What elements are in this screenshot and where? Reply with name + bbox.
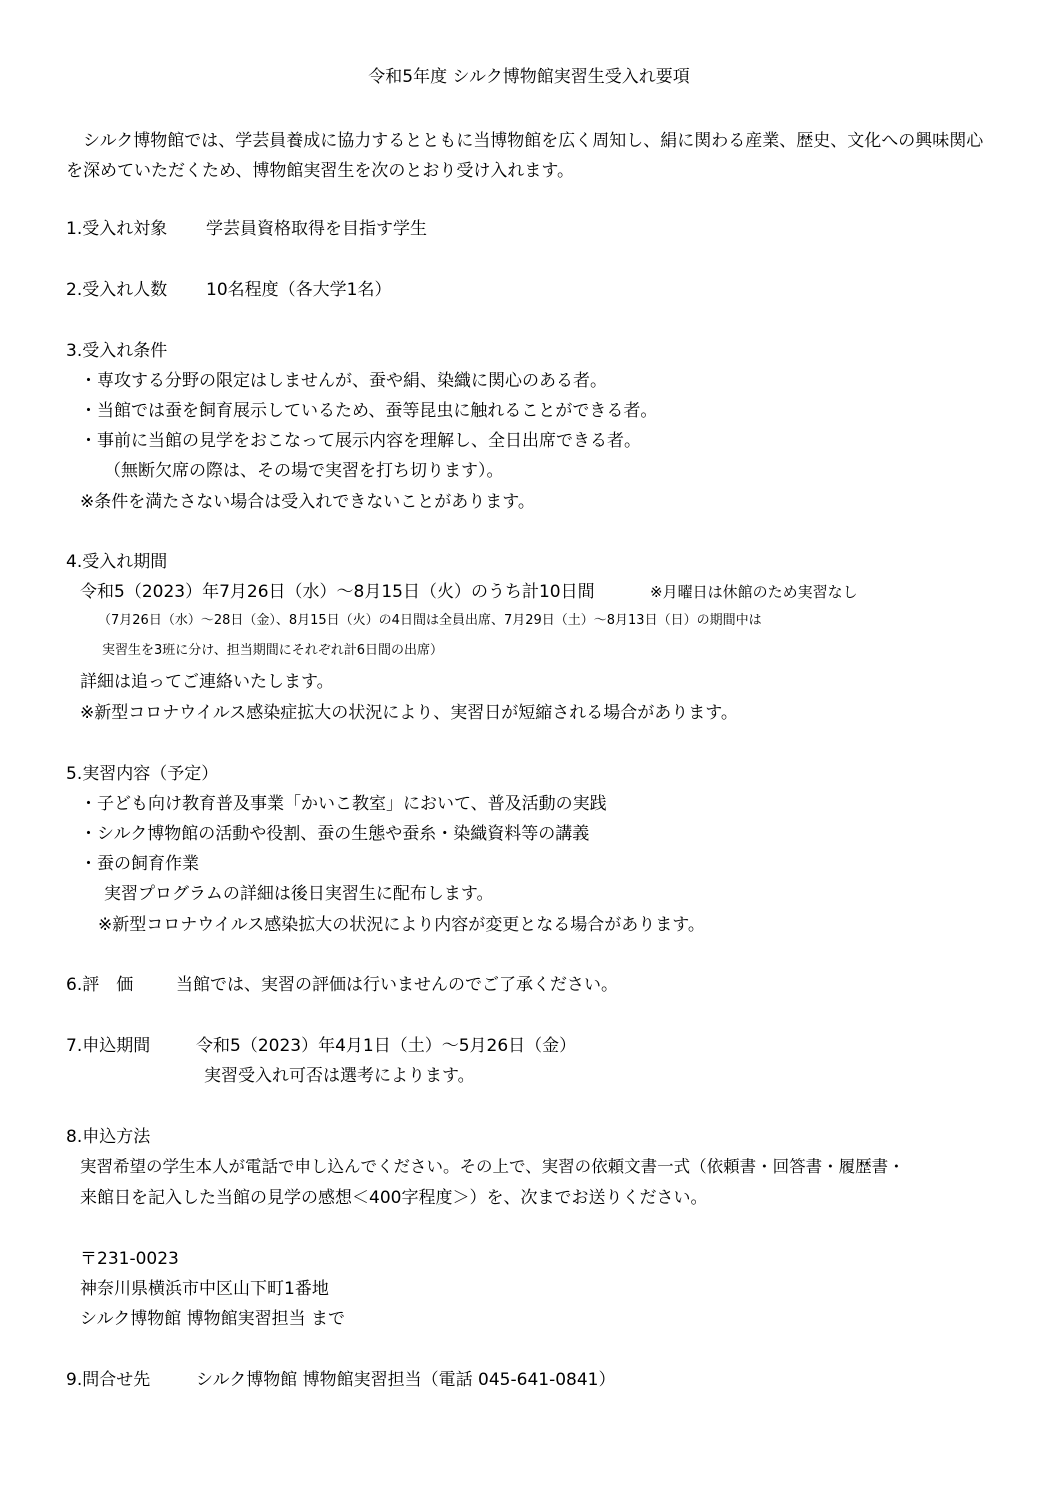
section-3-note: ※条件を満たさない場合は受入れできないことがあります。 <box>80 492 535 512</box>
section-5-item: ・子ども向け教育普及事業「かいこ教室」において、普及活動の実践 <box>80 794 607 814</box>
section-3-item: ・当館では蚕を飼育展示しているため、蚕等昆虫に触れることができる者。 <box>80 401 658 421</box>
section-3-item: （無断欠席の際は、その場で実習を打ち切ります）。 <box>104 461 504 481</box>
section-5-label: 5.実習内容（予定） <box>66 764 219 784</box>
section-5-item: ・蚕の飼育作業 <box>80 854 199 874</box>
section-4-contact: 詳細は追ってご連絡いたします。 <box>80 672 334 692</box>
section-2-label: 2.受入れ人数 <box>66 280 168 300</box>
section-8-label: 8.申込方法 <box>66 1127 151 1147</box>
section-7-note: 実習受入れ可否は選考によります。 <box>204 1066 475 1086</box>
section-4-label: 4.受入れ期間 <box>66 552 168 572</box>
section-7-label: 7.申込期間 <box>66 1036 151 1056</box>
section-7-value: 令和5（2023）年4月1日（土）～5月26日（金） <box>196 1036 577 1056</box>
document-title: 令和5年度 シルク博物館実習生受入れ要項 <box>368 67 690 87</box>
section-4-period-note: ※月曜日は休館のため実習なし <box>650 583 858 601</box>
section-1-value: 学芸員資格取得を目指す学生 <box>206 219 427 239</box>
section-1-label: 1.受入れ対象 <box>66 219 168 239</box>
section-4-covid-note: ※新型コロナウイルス感染症拡大の状況により、実習日が短縮される場合があります。 <box>80 703 738 723</box>
section-2-value: 10名程度（各大学1名） <box>206 280 392 300</box>
section-4-detail-2: 実習生を3班に分け、担当期間にそれぞれ計6日間の出席） <box>102 643 444 658</box>
section-5-item: ・シルク博物館の活動や役割、蚕の生態や蚕糸・染織資料等の講義 <box>80 824 590 844</box>
section-3-label: 3.受入れ条件 <box>66 341 168 361</box>
section-8-line-1: 実習希望の学生本人が電話で申し込んでください。その上で、実習の依頼文書一式（依頼書・回答書・履歴書・ <box>80 1157 905 1176</box>
section-5-covid-note: ※新型コロナウイルス感染拡大の状況により内容が変更となる場合があります。 <box>98 915 705 935</box>
section-3-item: ・事前に当館の見学をおこなって展示内容を理解し、全日出席できる者。 <box>80 431 641 451</box>
section-8-line-2: 来館日を記入した当館の見学の感想＜400字程度＞）を、次までお送りください。 <box>80 1188 708 1208</box>
intro-paragraph: シルク博物館では、学芸員養成に協力するとともに当博物館を広く周知し、絹に関わる産業、歴史、文化への興味関心を深めていただくため、博物館実習生を次のとおり受け入れます。 <box>66 131 984 181</box>
postal-code: 〒231-0023 <box>80 1249 179 1269</box>
section-4-period: 令和5（2023）年7月26日（水）～8月15日（火）のうち計10日間 <box>80 582 595 602</box>
address: 神奈川県横浜市中区山下町1番地 <box>80 1279 329 1299</box>
section-4-detail-1: （7月26日（水）～28日（金）、8月15日（火）の4日間は全員出席、7月29日（土）～8月13日（日）の期間中は <box>98 613 762 628</box>
section-5-program: 実習プログラムの詳細は後日実習生に配布します。 <box>104 884 494 904</box>
recipient: シルク博物館 博物館実習担当 まで <box>80 1309 346 1329</box>
section-3-item: ・専攻する分野の限定はしませんが、蚕や絹、染織に関心のある者。 <box>80 371 607 391</box>
section-9-label: 9.問合せ先 <box>66 1370 151 1390</box>
section-6-value: 当館では、実習の評価は行いませんのでご了承ください。 <box>176 975 618 995</box>
section-9-value: シルク博物館 博物館実習担当（電話 045-641-0841） <box>196 1370 616 1390</box>
section-6-label: 6.評 価 <box>66 975 134 995</box>
